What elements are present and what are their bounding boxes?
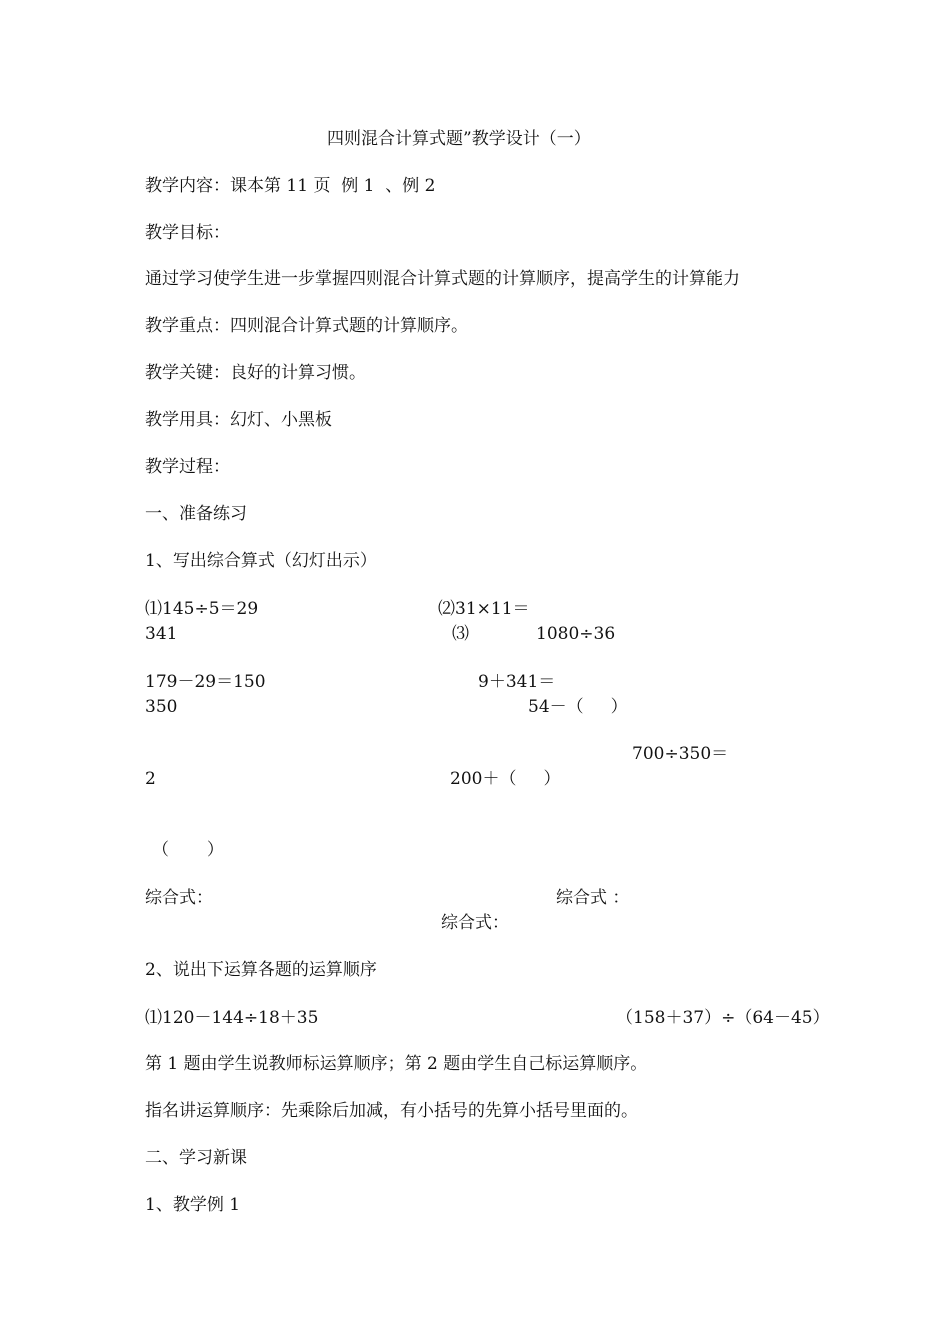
teaching-key-habit: 教学关键：良好的计算习惯。 [145,363,366,383]
exercise-1-step2: 179－29＝150 [145,672,266,692]
exercise-2-step2: 9＋341＝ [478,672,556,692]
exercise-1-final: 350 [145,697,178,717]
exercise-3-step1: 700÷350＝ [632,744,729,764]
document-title: 四则混合计算式题”教学设计（一） [327,129,591,149]
order-note-2: 指名讲运算顺序：先乘除后加减，有小括号的先算小括号里面的。 [145,1101,638,1121]
exercise-1-heading: 1、写出综合算式（幻灯出示） [145,551,377,571]
combined-formula-label-3: 综合式 ： [556,888,630,908]
section-new-lesson-heading: 二、学习新课 [145,1148,247,1168]
teaching-process-label: 教学过程： [145,457,230,477]
exercise-2-step3: 200＋（ ） [450,769,561,789]
teaching-goal-label: 教学目标： [145,223,230,243]
order-question-1: ⑴120－144÷18＋35 [145,1008,319,1028]
combined-formula-label-1: 综合式： [145,888,213,908]
exercise-3-step2: 54－（ ） [528,697,628,717]
order-note-1: 第 1 题由学生说教师标运算顺序；第 2 题由学生自己标运算顺序。 [145,1054,648,1074]
exercise-2-expression: ⑵31×11＝ [438,599,530,619]
exercise-1-result: 341 [145,624,178,644]
section-preparation-heading: 一、准备练习 [145,504,247,524]
exercise-1-expression: ⑴145÷5＝29 [145,599,259,619]
exercise-2-heading: 2、说出下运算各题的运算顺序 [145,960,377,980]
combined-formula-label-2: 综合式： [441,913,509,933]
teaching-content: 教学内容：课本第 11 页 例 1 、例 2 [145,176,436,196]
exercise-3-expression: 1080÷36 [536,624,616,644]
teaching-tools: 教学用具：幻灯、小黑板 [145,410,332,430]
exercise-3-label: ⑶ [452,624,469,644]
example-1-heading: 1、教学例 1 [145,1195,241,1215]
blank-parenthesis: （ ） [152,840,224,860]
teaching-key-point: 教学重点：四则混合计算式题的计算顺序。 [145,316,468,336]
exercise-3-result: 2 [145,769,156,789]
order-question-2: （158＋37）÷（64－45） [616,1008,830,1028]
teaching-goal-text: 通过学习使学生进一步掌握四则混合计算式题的计算顺序，提高学生的计算能力 [145,269,740,289]
